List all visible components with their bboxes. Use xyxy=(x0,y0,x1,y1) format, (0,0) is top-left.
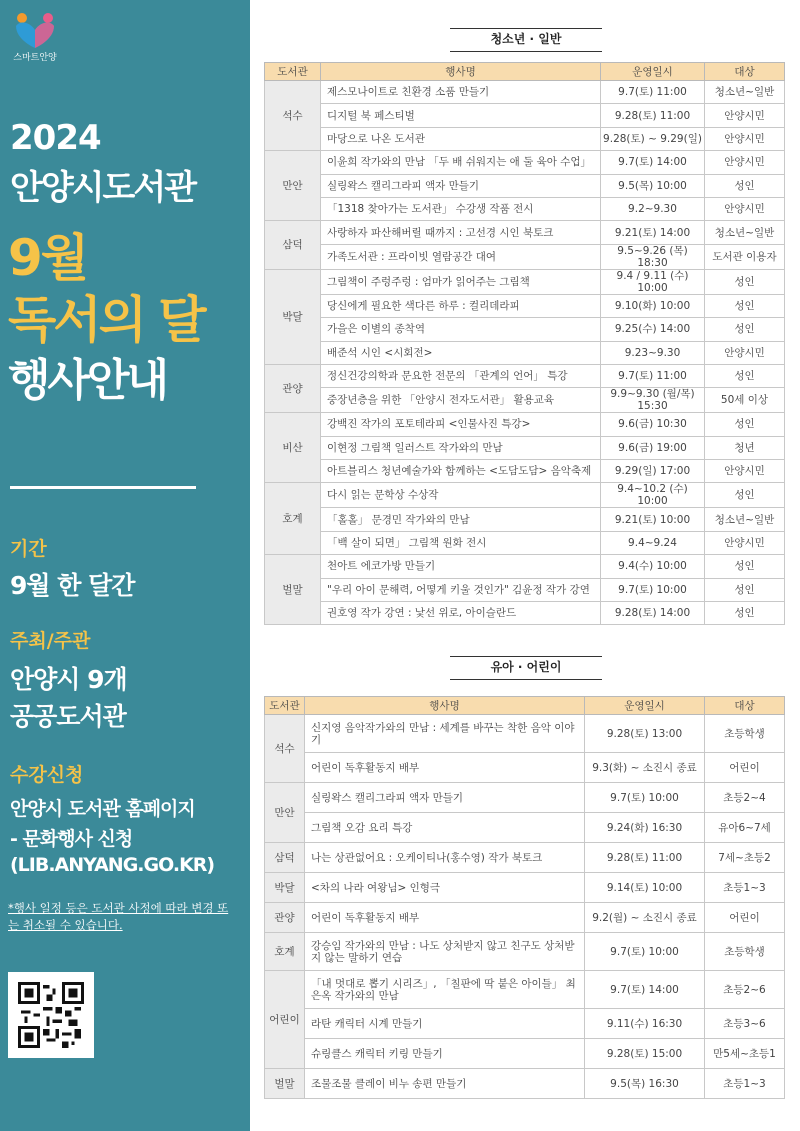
event-datetime: 9.7(토) 10:00 xyxy=(601,578,705,601)
event-name: 천아트 에코가방 만들기 xyxy=(321,555,601,578)
event-datetime: 9.7(토) 14:00 xyxy=(585,971,705,1009)
event-target: 7세~초등2 xyxy=(705,843,785,873)
heart-logo-icon xyxy=(10,10,60,50)
event-target: 성인 xyxy=(705,174,785,197)
table-row xyxy=(265,318,785,341)
library-name: 벌말 xyxy=(265,1069,305,1099)
event-name: 강백진 작가의 포토테라피 <인물사진 특강> xyxy=(321,413,601,436)
event-datetime: 9.28(토) 14:00 xyxy=(601,602,705,625)
event-target: 청소년~일반 xyxy=(705,221,785,244)
table-row xyxy=(265,483,785,508)
divider xyxy=(10,486,196,489)
host-value-1: 안양시 9개 xyxy=(10,665,127,694)
table-row xyxy=(265,413,785,436)
poster-reading-month: 독서의 달 xyxy=(8,291,204,349)
city-logo xyxy=(10,10,60,66)
qr-code-icon xyxy=(18,982,84,1048)
event-datetime: 9.11(수) 16:30 xyxy=(585,1009,705,1039)
event-target: 안양시민 xyxy=(705,104,785,127)
library-name: 석수 xyxy=(265,715,305,783)
table-row xyxy=(265,294,785,317)
event-target: 어린이 xyxy=(705,903,785,933)
event-datetime: 9.21(토) 10:00 xyxy=(601,508,705,531)
event-target: 성인 xyxy=(705,483,785,508)
event-target: 성인 xyxy=(705,555,785,578)
table-row xyxy=(265,460,785,483)
event-datetime: 9.7(토) 10:00 xyxy=(585,783,705,813)
table-row xyxy=(265,783,785,813)
event-name: 조물조물 클레이 비누 송편 만들기 xyxy=(305,1069,585,1099)
host-label: 주최/주관 xyxy=(10,630,91,652)
library-name: 박달 xyxy=(265,269,321,364)
library-name: 어린이 xyxy=(265,971,305,1069)
event-target: 청소년~일반 xyxy=(705,81,785,104)
event-target: 안양시민 xyxy=(705,151,785,174)
table-row xyxy=(265,602,785,625)
library-name: 호계 xyxy=(265,483,321,555)
event-name: 실링왁스 캘리그라피 액자 만들기 xyxy=(321,174,601,197)
qr-code[interactable] xyxy=(8,972,94,1058)
event-name: 그림책이 주렁주렁 : 엄마가 읽어주는 그림책 xyxy=(321,269,601,294)
table-row xyxy=(265,1039,785,1069)
table-row xyxy=(265,508,785,531)
event-name: 슈링클스 캐릭터 키링 만들기 xyxy=(305,1039,585,1069)
event-datetime: 9.23~9.30 xyxy=(601,341,705,364)
event-name: 어린이 독후활동지 배부 xyxy=(305,903,585,933)
table-row xyxy=(265,843,785,873)
event-target: 안양시민 xyxy=(705,341,785,364)
library-name: 박달 xyxy=(265,873,305,903)
event-datetime: 9.5(목) 16:30 xyxy=(585,1069,705,1099)
event-name: 「홀홀」 문경민 작가와의 만남 xyxy=(321,508,601,531)
event-name: 사랑하자 파산해버릴 때까지 : 고선경 시인 북토크 xyxy=(321,221,601,244)
event-target: 50세 이상 xyxy=(705,388,785,413)
event-datetime: 9.2(월) ~ 소진시 종료 xyxy=(585,903,705,933)
poster-year: 2024 xyxy=(10,118,101,158)
event-target: 성인 xyxy=(705,578,785,601)
event-datetime: 9.28(토) 13:00 xyxy=(585,715,705,753)
schedule-note: *행사 일정 등은 도서관 사정에 따라 변경 또는 취소될 수 있습니다. xyxy=(8,901,229,932)
table-row xyxy=(265,244,785,269)
event-datetime: 9.14(토) 10:00 xyxy=(585,873,705,903)
logo-text: 스마트안양 xyxy=(13,53,57,63)
table-row xyxy=(265,555,785,578)
event-target: 유아6~7세 xyxy=(705,813,785,843)
event-datetime: 9.2~9.30 xyxy=(601,197,705,220)
column-header: 대상 xyxy=(705,697,785,715)
table-row xyxy=(265,971,785,1009)
event-datetime: 9.28(토) 11:00 xyxy=(601,104,705,127)
table-row xyxy=(265,753,785,783)
apply-url[interactable]: (LIB.ANYANG.GO.KR) xyxy=(10,854,215,876)
event-datetime: 9.4(수) 10:00 xyxy=(601,555,705,578)
event-target: 안양시민 xyxy=(705,197,785,220)
table-row xyxy=(265,221,785,244)
section-title-teen-general: 청소년 · 일반 xyxy=(450,28,602,52)
events-table-kids xyxy=(264,696,785,1099)
left-panel xyxy=(0,0,250,1131)
event-target: 초등2~4 xyxy=(705,783,785,813)
period-label: 기간 xyxy=(10,538,47,560)
event-target: 안양시민 xyxy=(705,460,785,483)
table-row xyxy=(265,903,785,933)
event-name: 그림책 오감 요리 특강 xyxy=(305,813,585,843)
event-target: 성인 xyxy=(705,602,785,625)
column-header: 도서관 xyxy=(265,697,305,715)
column-header: 도서관 xyxy=(265,63,321,81)
event-target: 성인 xyxy=(705,269,785,294)
event-name: 「백 살이 되면」 그림책 원화 전시 xyxy=(321,531,601,554)
poster-month: 9월 xyxy=(8,229,88,287)
table-row xyxy=(265,197,785,220)
table-row xyxy=(265,81,785,104)
table-row xyxy=(265,174,785,197)
table-row xyxy=(265,813,785,843)
library-name: 삼덕 xyxy=(265,843,305,873)
event-datetime: 9.6(금) 19:00 xyxy=(601,436,705,459)
table-row xyxy=(265,269,785,294)
event-datetime: 9.9~9.30 (월/목) 15:30 xyxy=(601,388,705,413)
apply-label: 수강신청 xyxy=(10,764,84,786)
event-target: 도서관 이용자 xyxy=(705,244,785,269)
event-name: 제스모나이트로 친환경 소품 만들기 xyxy=(321,81,601,104)
event-target: 청년 xyxy=(705,436,785,459)
event-name: 이현정 그림책 일러스트 작가와의 만남 xyxy=(321,436,601,459)
event-name: 중장년층을 위한 「안양시 전자도서관」 활용교육 xyxy=(321,388,601,413)
table-row xyxy=(265,1009,785,1039)
column-header: 운영일시 xyxy=(585,697,705,715)
library-name: 석수 xyxy=(265,81,321,151)
table-row xyxy=(265,578,785,601)
event-name: 「1318 찾아가는 도서관」 수강생 작품 전시 xyxy=(321,197,601,220)
table-row xyxy=(265,1069,785,1099)
poster-library: 안양시도서관 xyxy=(10,168,196,208)
event-target: 안양시민 xyxy=(705,127,785,150)
library-name: 호계 xyxy=(265,933,305,971)
event-datetime: 9.25(수) 14:00 xyxy=(601,318,705,341)
period-value: 9월 한 달간 xyxy=(10,571,135,600)
event-name: <차의 나라 여왕님> 인형극 xyxy=(305,873,585,903)
apply-value-2: - 문화행사 신청 xyxy=(10,828,133,850)
event-datetime: 9.6(금) 10:30 xyxy=(601,413,705,436)
event-name: 나는 상관없어요 : 오케이티나(홍수영) 작가 북토크 xyxy=(305,843,585,873)
event-name: 라탄 캐릭터 시계 만들기 xyxy=(305,1009,585,1039)
event-target: 초등1~3 xyxy=(705,1069,785,1099)
event-name: 당신에게 필요한 색다른 하루 : 컬리데라피 xyxy=(321,294,601,317)
event-target: 성인 xyxy=(705,294,785,317)
table-row xyxy=(265,436,785,459)
event-name: 디지털 북 페스티벌 xyxy=(321,104,601,127)
table-row xyxy=(265,933,785,971)
event-name: 권호영 작가 강연 : 낯선 위로, 아이슬란드 xyxy=(321,602,601,625)
event-datetime: 9.28(토) ~ 9.29(일) xyxy=(601,127,705,150)
event-datetime: 9.5(목) 10:00 xyxy=(601,174,705,197)
event-name: 강승임 작가와의 만남 : 나도 상처받지 않고 친구도 상처받지 않는 말하기 연습 xyxy=(305,933,585,971)
library-name: 만안 xyxy=(265,151,321,221)
table-row xyxy=(265,127,785,150)
event-target: 초등학생 xyxy=(705,715,785,753)
event-name: 가을은 이별의 종착역 xyxy=(321,318,601,341)
library-name: 삼덕 xyxy=(265,221,321,269)
table-row xyxy=(265,715,785,753)
table-row xyxy=(265,531,785,554)
event-name: 실링왁스 캘리그라피 액자 만들기 xyxy=(305,783,585,813)
event-datetime: 9.4~9.24 xyxy=(601,531,705,554)
event-datetime: 9.21(토) 14:00 xyxy=(601,221,705,244)
event-name: 「내 멋대로 뽑기 시리즈」, 「칠판에 딱 붙은 아이들」 최은옥 작가와의 만남 xyxy=(305,971,585,1009)
library-name: 비산 xyxy=(265,413,321,483)
event-name: 마당으로 나온 도서관 xyxy=(321,127,601,150)
event-datetime: 9.7(토) 11:00 xyxy=(601,364,705,387)
event-target: 안양시민 xyxy=(705,531,785,554)
event-target: 초등2~6 xyxy=(705,971,785,1009)
event-target: 청소년~일반 xyxy=(705,508,785,531)
event-target: 성인 xyxy=(705,364,785,387)
table-row xyxy=(265,388,785,413)
event-name: 정신건강의학과 문요한 전문의 「관계의 언어」 특강 xyxy=(321,364,601,387)
event-target: 만5세~초등1 xyxy=(705,1039,785,1069)
event-target: 성인 xyxy=(705,318,785,341)
event-datetime: 9.28(토) 15:00 xyxy=(585,1039,705,1069)
library-name: 벌말 xyxy=(265,555,321,625)
event-datetime: 9.4~10.2 (수) 10:00 xyxy=(601,483,705,508)
event-name: 아트블리스 청년예술가와 함께하는 <도담도담> 음악축제 xyxy=(321,460,601,483)
event-datetime: 9.5~9.26 (목) 18:30 xyxy=(601,244,705,269)
event-name: 가족도서관 : 프라이빗 열람공간 대여 xyxy=(321,244,601,269)
event-name: 어린이 독후활동지 배부 xyxy=(305,753,585,783)
events-table-teen-general xyxy=(264,62,785,625)
event-datetime: 9.3(화) ~ 소진시 종료 xyxy=(585,753,705,783)
table-header-row xyxy=(265,697,785,715)
event-target: 초등학생 xyxy=(705,933,785,971)
column-header: 운영일시 xyxy=(601,63,705,81)
library-name: 관양 xyxy=(265,903,305,933)
table-header-row xyxy=(265,63,785,81)
event-name: 배준석 시인 <시회전> xyxy=(321,341,601,364)
section-title-kids: 유아 · 어린이 xyxy=(450,656,602,680)
poster-guide: 행사안내 xyxy=(8,355,167,406)
event-datetime: 9.7(토) 10:00 xyxy=(585,933,705,971)
table-row xyxy=(265,104,785,127)
table-row xyxy=(265,151,785,174)
event-target: 초등3~6 xyxy=(705,1009,785,1039)
table-row xyxy=(265,341,785,364)
event-target: 성인 xyxy=(705,413,785,436)
host-value-2: 공공도서관 xyxy=(10,702,126,731)
apply-value-1: 안양시 도서관 홈페이지 xyxy=(10,798,195,820)
column-header: 행사명 xyxy=(305,697,585,715)
library-name: 만안 xyxy=(265,783,305,843)
event-target: 어린이 xyxy=(705,753,785,783)
event-name: 이윤희 작가와의 만남 「두 배 쉬워지는 애 둘 육아 수업」 xyxy=(321,151,601,174)
table-row xyxy=(265,364,785,387)
event-datetime: 9.7(토) 14:00 xyxy=(601,151,705,174)
event-datetime: 9.10(화) 10:00 xyxy=(601,294,705,317)
event-datetime: 9.29(일) 17:00 xyxy=(601,460,705,483)
column-header: 행사명 xyxy=(321,63,601,81)
event-datetime: 9.28(토) 11:00 xyxy=(585,843,705,873)
library-name: 관양 xyxy=(265,364,321,412)
event-name: 신지영 음악작가와의 만남 : 세계를 바꾸는 착한 음악 이야기 xyxy=(305,715,585,753)
event-datetime: 9.4 / 9.11 (수) 10:00 xyxy=(601,269,705,294)
event-datetime: 9.7(토) 11:00 xyxy=(601,81,705,104)
event-datetime: 9.24(화) 16:30 xyxy=(585,813,705,843)
event-name: "우리 아이 문해력, 어떻게 키울 것인가" 김윤정 작가 강연 xyxy=(321,578,601,601)
event-name: 다시 읽는 문학상 수상작 xyxy=(321,483,601,508)
event-target: 초등1~3 xyxy=(705,873,785,903)
table-row xyxy=(265,873,785,903)
column-header: 대상 xyxy=(705,63,785,81)
